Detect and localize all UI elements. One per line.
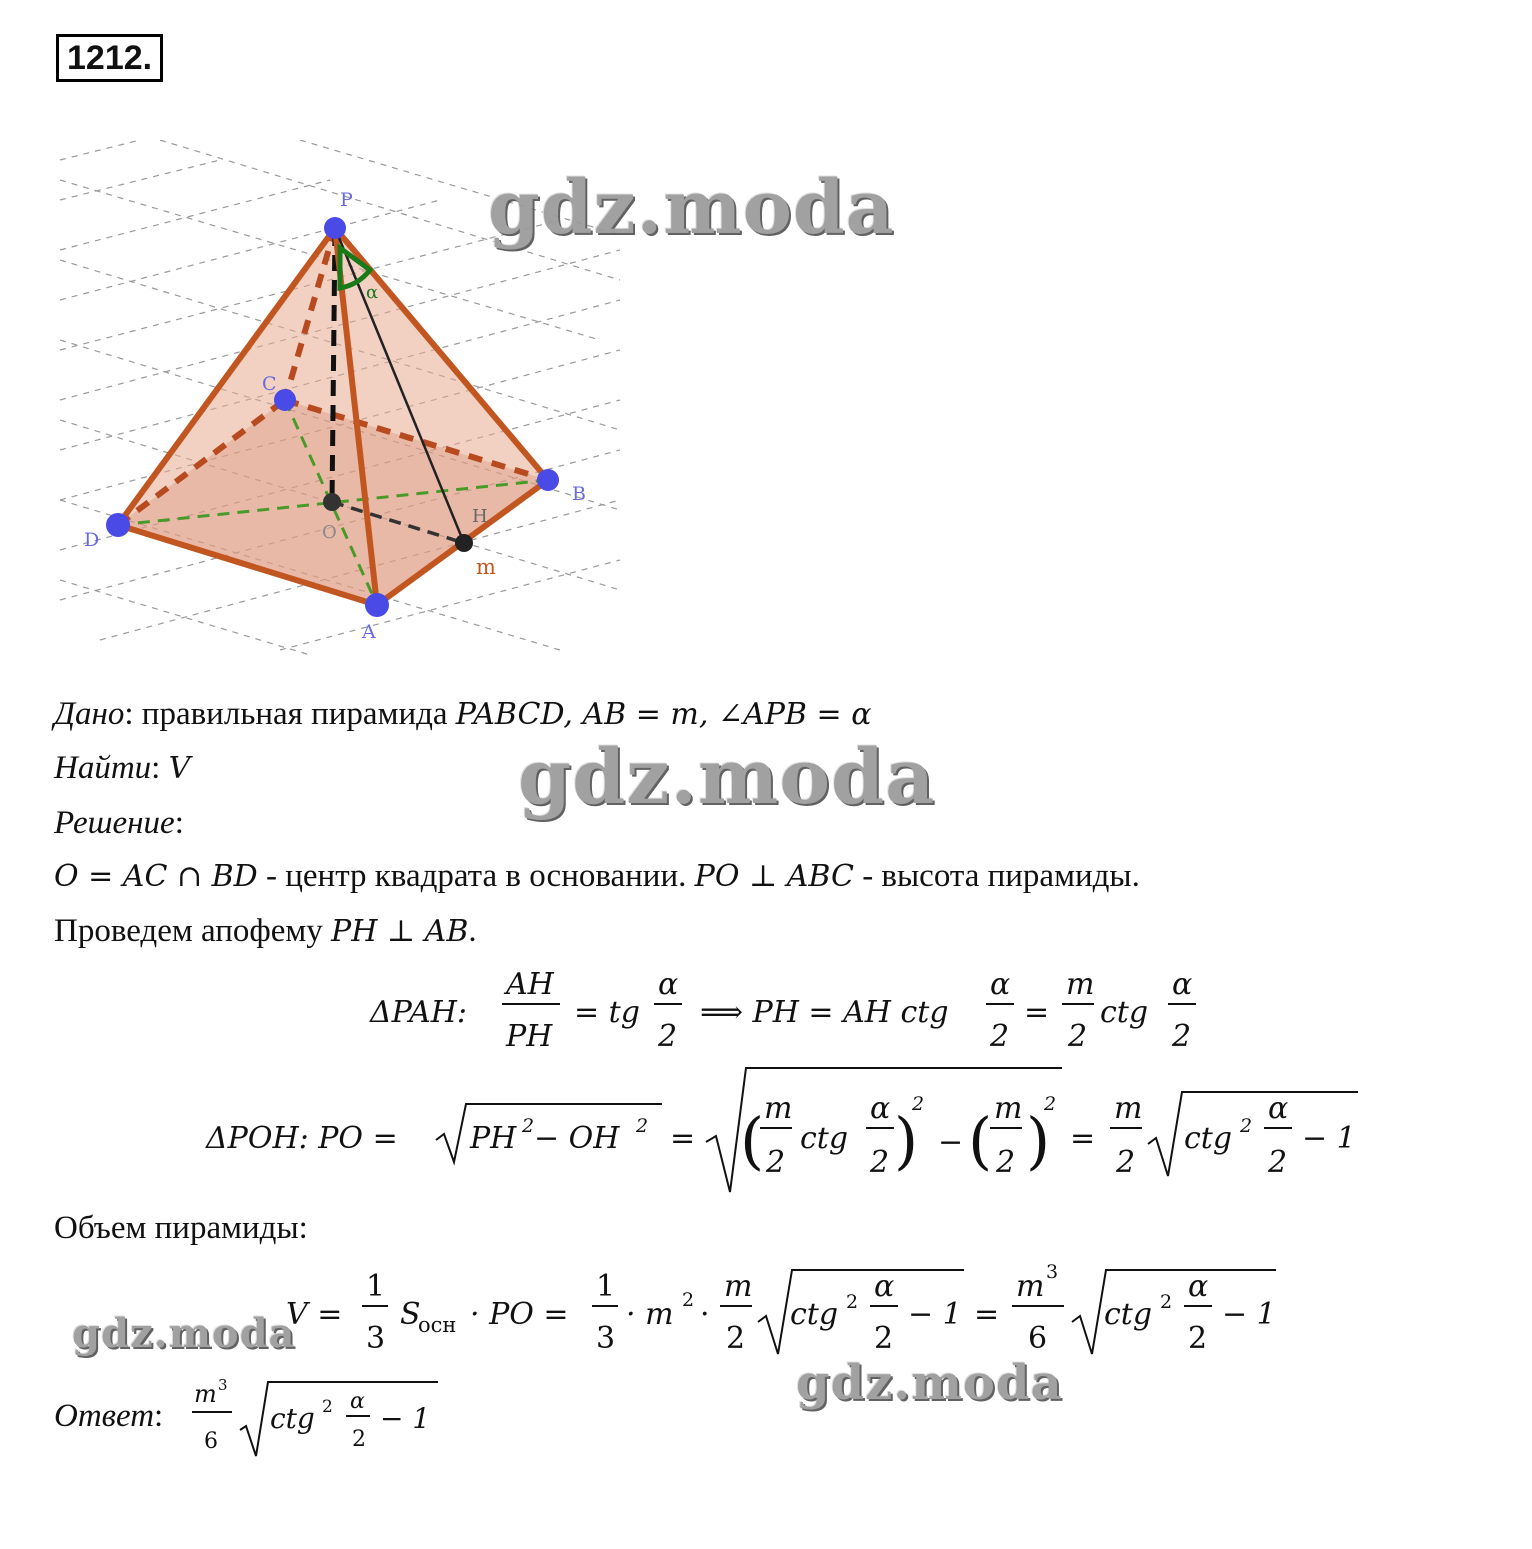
svg-text:V =: V = <box>286 1297 343 1332</box>
find-math: V <box>168 751 191 786</box>
svg-text:): ) <box>1026 1104 1051 1177</box>
svg-text:3: 3 <box>596 1321 616 1356</box>
point-h <box>455 534 473 552</box>
svg-text:2: 2 <box>1172 1019 1192 1054</box>
point-o <box>323 493 341 511</box>
label-p: P <box>340 189 353 211</box>
solution-text-line-2: Проведем апофему PH ⊥ AB. <box>54 913 477 949</box>
label-c: C <box>262 373 277 395</box>
svg-text:PH: PH <box>470 1121 517 1156</box>
solution-text-line-1: O = AC ∩ BD - центр квадрата в основании. PO ⊥ ABC - высота пирамиды. <box>54 858 1140 894</box>
svg-text:m: m <box>764 1091 793 1126</box>
svg-text:2: 2 <box>1188 1321 1208 1356</box>
label-m: m <box>476 555 496 579</box>
svg-text:− 1: − 1 <box>1222 1297 1276 1332</box>
svg-text:− 1: − 1 <box>380 1402 431 1435</box>
svg-text:− 1: − 1 <box>1302 1121 1356 1156</box>
svg-text:α: α <box>990 967 1011 1002</box>
svg-text:ctg: ctg <box>790 1297 839 1332</box>
svg-text:3: 3 <box>1046 1262 1059 1283</box>
label-h: H <box>472 506 488 527</box>
svg-text:α: α <box>1188 1269 1209 1304</box>
svg-text:(: ( <box>968 1104 993 1177</box>
svg-text:S: S <box>400 1297 421 1332</box>
svg-text:(: ( <box>740 1104 765 1177</box>
svg-text:AH: AH <box>506 967 554 1002</box>
svg-text:ΔPOH: PO =: ΔPOH: PO = <box>206 1121 398 1156</box>
watermark: gdz.moda <box>72 1310 296 1357</box>
svg-text:=: = <box>1070 1121 1096 1156</box>
svg-text:6: 6 <box>1028 1321 1048 1356</box>
svg-text:2: 2 <box>658 1019 678 1054</box>
svg-text:m: m <box>994 1091 1023 1126</box>
svg-text:m: m <box>1066 967 1095 1002</box>
svg-text:PH: PH <box>506 1019 553 1054</box>
watermark: gdz.moda <box>518 732 936 821</box>
svg-text:2: 2 <box>766 1145 786 1180</box>
svg-text:ctg: ctg <box>800 1121 849 1156</box>
answer-line: Ответ: <box>54 1398 164 1434</box>
svg-text:−: − <box>938 1125 964 1160</box>
svg-text:2: 2 <box>522 1115 535 1137</box>
svg-text:α: α <box>658 967 679 1002</box>
vertex-c <box>274 389 296 411</box>
svg-text:2: 2 <box>1268 1145 1288 1180</box>
answer-formula <box>186 1372 446 1464</box>
svg-text:2: 2 <box>636 1115 649 1137</box>
answer-label: Ответ <box>54 1398 155 1434</box>
svg-text:2: 2 <box>996 1145 1016 1180</box>
svg-text:⟹ PH = AH ctg: ⟹ PH = AH ctg <box>700 995 949 1030</box>
given-text: правильная пирамида <box>133 696 456 732</box>
vertex-a <box>365 593 389 617</box>
volume-label: Объем пирамиды: <box>54 1210 308 1246</box>
svg-text:m: m <box>1016 1269 1045 1304</box>
svg-text:=: = <box>974 1297 1000 1332</box>
solution-label: Решение <box>54 805 175 841</box>
solution-line: Решение: <box>54 805 184 841</box>
svg-text:1: 1 <box>366 1269 386 1304</box>
svg-text:): ) <box>894 1104 919 1177</box>
svg-text:2: 2 <box>912 1093 925 1115</box>
formula-triangle-poh <box>200 1062 1370 1202</box>
svg-text:α: α <box>1268 1091 1289 1126</box>
svg-text:2: 2 <box>682 1289 695 1311</box>
svg-text:α: α <box>1172 967 1193 1002</box>
height-po <box>332 230 335 502</box>
svg-text:m: m <box>724 1269 753 1304</box>
svg-text:m: m <box>1114 1091 1143 1126</box>
label-d: D <box>84 529 100 551</box>
vertex-d <box>106 513 130 537</box>
svg-text:ctg: ctg <box>1104 1297 1153 1332</box>
svg-text:α: α <box>350 1389 365 1414</box>
svg-text:2: 2 <box>1044 1093 1057 1115</box>
watermark: gdz.moda <box>796 1355 1063 1411</box>
svg-text:ctg: ctg <box>270 1402 315 1435</box>
svg-text:·: · <box>700 1297 710 1332</box>
vertex-p <box>324 217 346 239</box>
svg-text:2: 2 <box>352 1427 366 1452</box>
svg-text:осн: осн <box>418 1313 457 1337</box>
svg-text:ctg: ctg <box>1100 995 1149 1030</box>
svg-text:2: 2 <box>846 1291 859 1313</box>
svg-text:− 1: − 1 <box>908 1297 962 1332</box>
svg-text:=: = <box>1024 995 1050 1030</box>
svg-text:2: 2 <box>1160 1291 1173 1313</box>
svg-text:2: 2 <box>1240 1115 1253 1137</box>
given-math: PABCD, AB = m, ∠APB = α <box>455 697 872 732</box>
label-b: B <box>572 483 586 505</box>
svg-text:2: 2 <box>322 1397 333 1417</box>
svg-text:ctg: ctg <box>1184 1121 1233 1156</box>
svg-text:= tg: = tg <box>574 995 640 1030</box>
given-label: Дано <box>54 696 125 732</box>
svg-text:− OH: − OH <box>534 1121 620 1156</box>
label-alpha: α <box>366 282 379 303</box>
svg-text:1: 1 <box>596 1269 616 1304</box>
formula-triangle-pah <box>360 960 1220 1060</box>
svg-text:m: m <box>194 1380 217 1408</box>
svg-text:α: α <box>874 1269 895 1304</box>
formula-volume <box>280 1262 1290 1362</box>
svg-text:2: 2 <box>726 1321 746 1356</box>
svg-text:2: 2 <box>1068 1019 1088 1054</box>
problem-number: 1212. <box>56 34 163 82</box>
svg-text:2: 2 <box>1116 1145 1136 1180</box>
svg-text:3: 3 <box>218 1376 228 1394</box>
given-line: Дано: правильная пирамида PABCD, AB = m, ∠APB = α <box>54 696 872 732</box>
vertex-b <box>537 469 559 491</box>
svg-text:=: = <box>670 1121 696 1156</box>
svg-text:2: 2 <box>874 1321 894 1356</box>
find-line: Найти: V <box>54 750 191 786</box>
svg-text:6: 6 <box>204 1429 218 1454</box>
svg-text:α: α <box>870 1091 891 1126</box>
label-a: A <box>362 621 376 643</box>
watermark: gdz.moda <box>488 165 895 251</box>
svg-text:2: 2 <box>990 1019 1010 1054</box>
find-label: Найти <box>54 750 152 786</box>
svg-text:2: 2 <box>870 1145 890 1180</box>
svg-text:· PO =: · PO = <box>470 1297 569 1332</box>
svg-text:3: 3 <box>366 1321 386 1356</box>
label-o: O <box>322 522 337 543</box>
svg-text:ΔPAH:: ΔPAH: <box>370 995 468 1030</box>
svg-text:· m: · m <box>626 1297 674 1332</box>
